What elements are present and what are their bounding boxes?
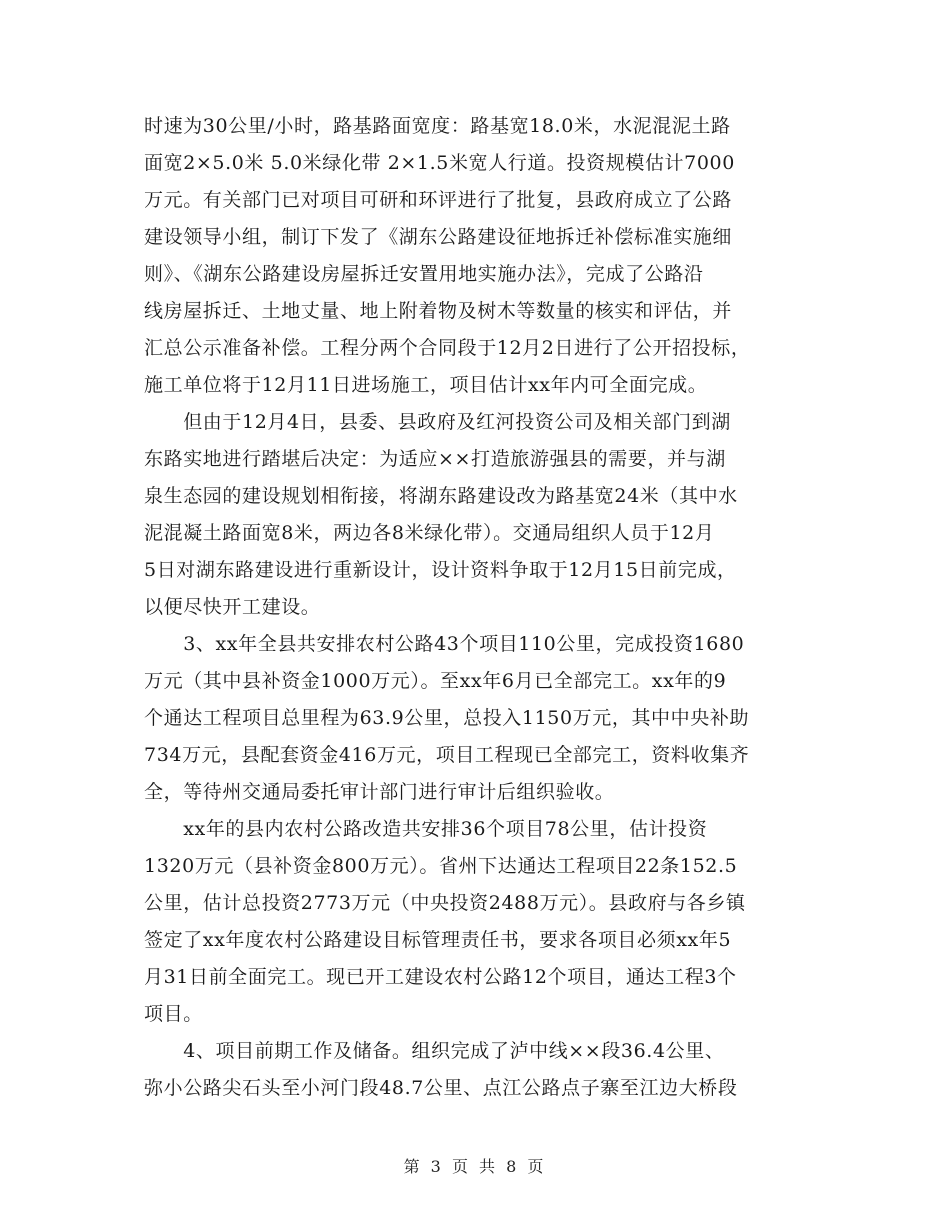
page-footer: 第 3 页 共 8 页 (403, 1157, 547, 1176)
text-line: 施工单位将于12月11日进场施工，项目估计xx年内可全面完成。 (144, 374, 708, 396)
text-line: 签定了xx年度农村公路建设目标管理责任书，要求各项目必须xx年5 (144, 929, 732, 951)
text-line: 泉生态园的建设规划相衔接，将湖东路建设改为路基宽24米（其中水 (144, 485, 738, 507)
text-line: 月31日前全面完工。现已开工建设农村公路12个项目，通达工程3个 (144, 966, 737, 988)
text-line: 万元（其中县补资金1000万元）。至xx年6月已全部完工。xx年的9 (144, 670, 727, 692)
text-line: 全，等待州交通局委托审计部门进行审计后组织验收。 (144, 781, 615, 803)
text-line: 泥混凝土路面宽8米，两边各8米绿化带）。交通局组织人员于12月 (144, 522, 715, 544)
text-line: 汇总公示准备补偿。工程分两个合同段于12月2日进行了公开招投标， (144, 337, 751, 359)
text-line: 3、xx年全县共安排农村公路43个项目110公里，完成投资1680 (144, 633, 745, 655)
text-line: xx年的县内农村公路改造共安排36个项目78公里，估计投资 (144, 818, 708, 840)
text-line: 弥小公路尖石头至小河门段48.7公里、点江公路点子寨至江边大桥段 (144, 1077, 738, 1099)
text-line: 5日对湖东路建设进行重新设计，设计资料争取于12月15日前完成， (144, 559, 737, 581)
text-line: 以便尽快开工建设。 (144, 596, 321, 618)
text-line: 个通达工程项目总里程为63.9公里，总投入1150万元，其中中央补助 (144, 707, 750, 729)
text-line: 公里，估计总投资2773万元（中央投资2488万元）。县政府与各乡镇 (144, 892, 746, 914)
text-line: 4、项目前期工作及储备。组织完成了泸中线××段36.4公里、 (144, 1040, 725, 1062)
text-line: 项目。 (144, 1003, 203, 1025)
text-line: 则》、《湖东公路建设房屋拆迁安置用地实施办法》，完成了公路沿 (144, 263, 704, 285)
text-line: 734万元，县配套资金416万元，项目工程现已全部完工，资料收集齐 (144, 744, 750, 766)
text-line: 时速为30公里/小时，路基路面宽度：路基宽18.0米，水泥混泥土路 (144, 115, 731, 137)
text-line: 面宽2×5.0米 5.0米绿化带 2×1.5米宽人行道。投资规模估计7000 (144, 152, 735, 174)
text-line: 线房屋拆迁、土地丈量、地上附着物及树木等数量的核实和评估，并 (144, 300, 733, 322)
text-line: 但由于12月4日，县委、县政府及红河投资公司及相关部门到湖 (144, 411, 731, 433)
text-line: 1320万元（县补资金800万元）。省州下达通达工程项目22条152.5 (144, 855, 738, 877)
text-line: 万元。有关部门已对项目可研和环评进行了批复，县政府成立了公路 (144, 189, 733, 211)
text-line: 东路实地进行踏堪后决定：为适应××打造旅游强县的需要，并与湖 (144, 448, 726, 470)
document-body (144, 108, 814, 1107)
text-line: 建设领导小组，制订下发了《湖东公路建设征地拆迁补偿标准实施细 (144, 226, 733, 248)
